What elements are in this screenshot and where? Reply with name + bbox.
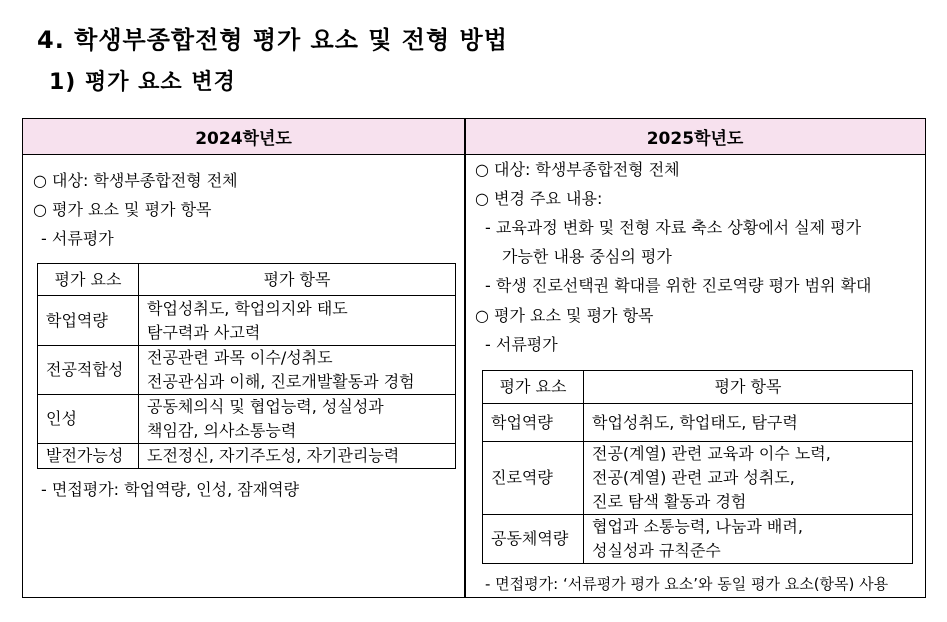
left-line-target: ○ 대상: 학생부종합전형 전체 xyxy=(33,171,238,190)
row-item: 공동체의식 및 협업능력, 성실성과 xyxy=(147,397,384,416)
left-line-document-review: - 서류평가 xyxy=(41,229,114,248)
table-row xyxy=(483,404,913,442)
right-footer-interview: - 면접평가: ‘서류평가 평가 요소’와 동일 평가 요소(항목) 사용 xyxy=(485,575,889,593)
row-name: 공동체역량 xyxy=(483,515,584,564)
right-line-change-2: - 학생 진로선택권 확대를 위한 진로역량 평가 범위 확대 xyxy=(485,276,872,295)
table-row xyxy=(483,515,913,564)
row-item: 전공관련 과목 이수/성취도 xyxy=(147,348,333,367)
left-header-element: 평가 요소 xyxy=(38,264,139,296)
row-name: 학업역량 xyxy=(38,296,139,346)
row-name: 발전가능성 xyxy=(38,444,139,469)
row-name: 전공적합성 xyxy=(38,346,139,395)
left-column-title: 2024학년도 xyxy=(23,119,464,155)
row-item: 학업성취도, 학업의지와 태도 xyxy=(147,298,348,318)
row-items xyxy=(584,442,913,515)
table-row xyxy=(38,395,456,444)
row-items xyxy=(139,296,456,346)
row-items xyxy=(584,515,913,564)
row-items xyxy=(584,404,913,442)
page-heading: 4. 학생부종합전형 평가 요소 및 전형 방법 xyxy=(37,26,508,54)
row-item: 도전정신, 자기주도성, 자기관리능력 xyxy=(147,446,400,465)
row-name: 진로역량 xyxy=(483,442,584,515)
row-item: 협업과 소통능력, 나눔과 배려, xyxy=(592,517,803,536)
left-line-elements: ○ 평가 요소 및 평가 항목 xyxy=(33,200,212,219)
table-row xyxy=(483,442,913,515)
row-items xyxy=(139,444,456,469)
right-line-elements: ○ 평가 요소 및 평가 항목 xyxy=(475,306,654,325)
left-evaluation-table xyxy=(37,263,456,469)
row-item: 전공(계열) 관련 교과 성취도, xyxy=(592,468,795,487)
table-row xyxy=(38,296,456,346)
row-name: 학업역량 xyxy=(483,404,584,442)
column-divider xyxy=(464,119,466,597)
left-footer-interview: - 면접평가: 학업역량, 인성, 잠재역량 xyxy=(41,480,300,499)
right-header-element: 평가 요소 xyxy=(483,371,584,404)
right-line-document-review: - 서류평가 xyxy=(485,335,558,354)
right-header-items: 평가 항목 xyxy=(584,371,913,404)
row-items xyxy=(139,346,456,395)
table-row xyxy=(38,444,456,469)
row-item: 학업성취도, 학업태도, 탐구력 xyxy=(592,412,798,432)
left-header-items: 평가 항목 xyxy=(139,264,456,296)
row-item: 성실성과 규칙준수 xyxy=(592,541,721,560)
right-line-target: ○ 대상: 학생부종합전형 전체 xyxy=(475,160,680,179)
row-items xyxy=(139,395,456,444)
right-evaluation-table xyxy=(482,370,913,564)
row-name: 인성 xyxy=(38,395,139,444)
row-item: 책임감, 의사소통능력 xyxy=(147,421,297,440)
section-subheading: 1) 평가 요소 변경 xyxy=(49,70,236,95)
right-line-changes: ○ 변경 주요 내용: xyxy=(475,189,603,208)
table-row xyxy=(38,346,456,395)
row-item: 진로 탐색 활동과 경험 xyxy=(592,492,747,511)
right-line-change-1: - 교육과정 변화 및 전형 자료 축소 상황에서 실제 평가 xyxy=(485,218,862,237)
comparison-table xyxy=(22,118,926,598)
right-line-change-1-cont: 가능한 내용 중심의 평가 xyxy=(502,247,672,266)
row-item: 탐구력과 사고력 xyxy=(147,322,261,342)
row-item: 전공(계열) 관련 교육과 이수 노력, xyxy=(592,444,831,463)
row-item: 전공관심과 이해, 진로개발활동과 경험 xyxy=(147,372,415,391)
right-column-title: 2025학년도 xyxy=(465,119,925,155)
